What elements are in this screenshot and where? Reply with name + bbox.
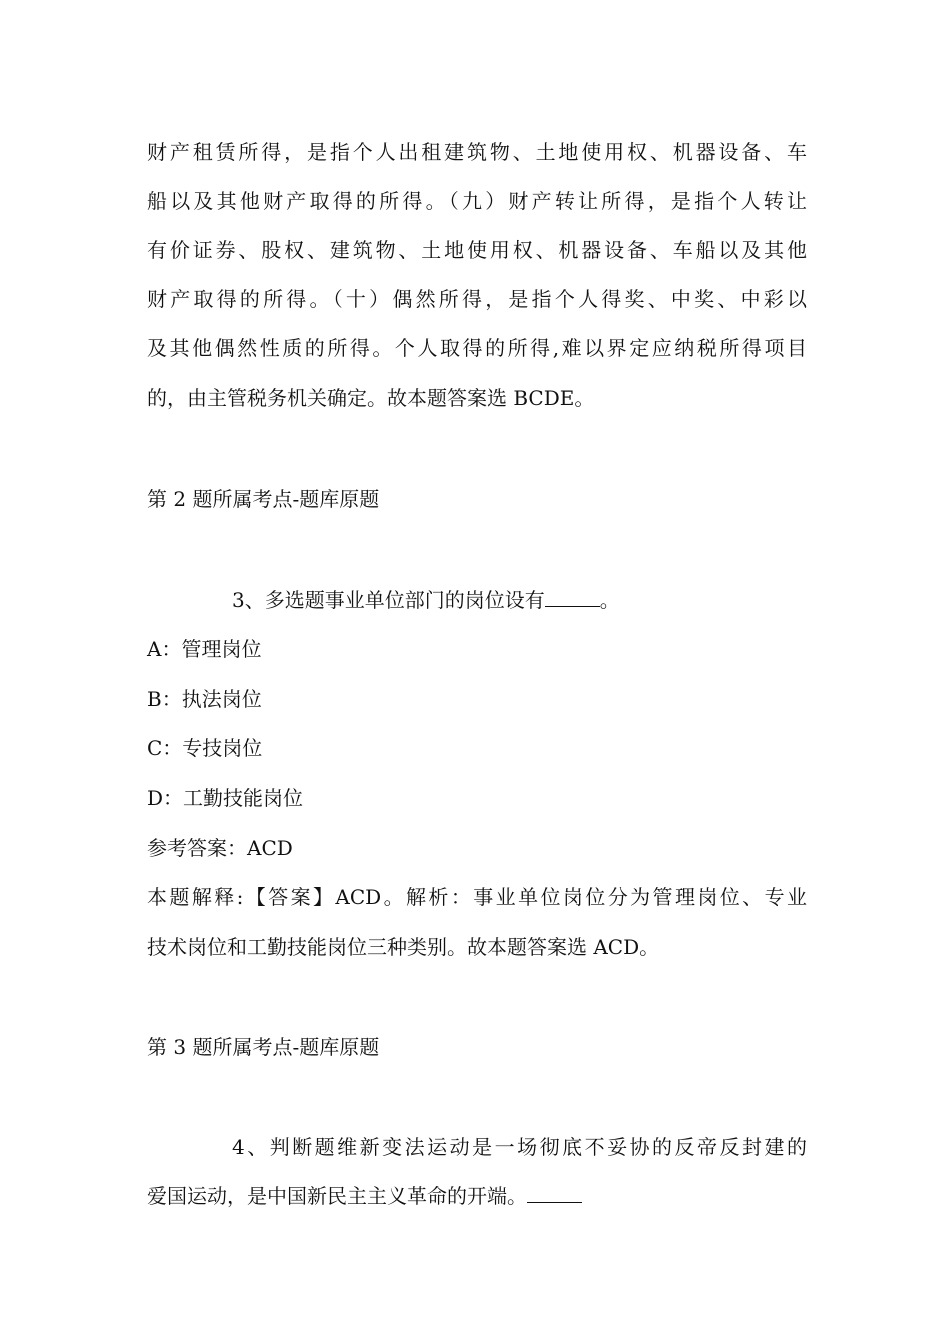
answer-blank (527, 1184, 582, 1203)
reference-answer: 参考答案：ACD (147, 836, 293, 860)
explanation-line: 财产租赁所得，是指个人出租建筑物、土地使用权、机器设备、车 (147, 140, 807, 164)
explanation-line: 的，由主管税务机关确定。故本题答案选 BCDE。 (147, 386, 595, 410)
explanation-line: 船以及其他财产取得的所得。（九）财产转让所得，是指个人转让 (147, 189, 807, 213)
question-stem: 4、判断题维新变法运动是一场彻底不妥协的反帝反封建的 (232, 1135, 807, 1159)
explanation-line: 本题解释:【答案】ACD。解析：事业单位岗位分为管理岗位、专业 (147, 885, 807, 909)
question-stem (232, 585, 807, 615)
explanation-line: 及其他偶然性质的所得。个人取得的所得,难以界定应纳税所得项目 (147, 336, 807, 360)
option-c: C：专技岗位 (147, 736, 263, 760)
question-stem (147, 1181, 807, 1211)
explanation-line: 有价证券、股权、建筑物、土地使用权、机器设备、车船以及其他 (147, 238, 807, 262)
question-stem-end: 。 (599, 588, 620, 612)
question-stem-text: 爱国运动，是中国新民主主义革命的开端。 (147, 1184, 527, 1208)
explanation-line: 财产取得的所得。（十）偶然所得，是指个人得奖、中奖、中彩以 (147, 287, 807, 311)
explanation-line: 技术岗位和工勤技能岗位三种类别。故本题答案选 ACD。 (147, 935, 660, 959)
option-a: A：管理岗位 (147, 637, 262, 661)
option-b: B：执法岗位 (147, 687, 262, 711)
question-stem-text: 3、多选题事业单位部门的岗位设有 (232, 588, 545, 612)
topic-label: 第 2 题所属考点-题库原题 (147, 487, 380, 511)
topic-label: 第 3 题所属考点-题库原题 (147, 1035, 380, 1059)
option-d: D：工勤技能岗位 (147, 786, 304, 810)
answer-blank (545, 588, 600, 607)
